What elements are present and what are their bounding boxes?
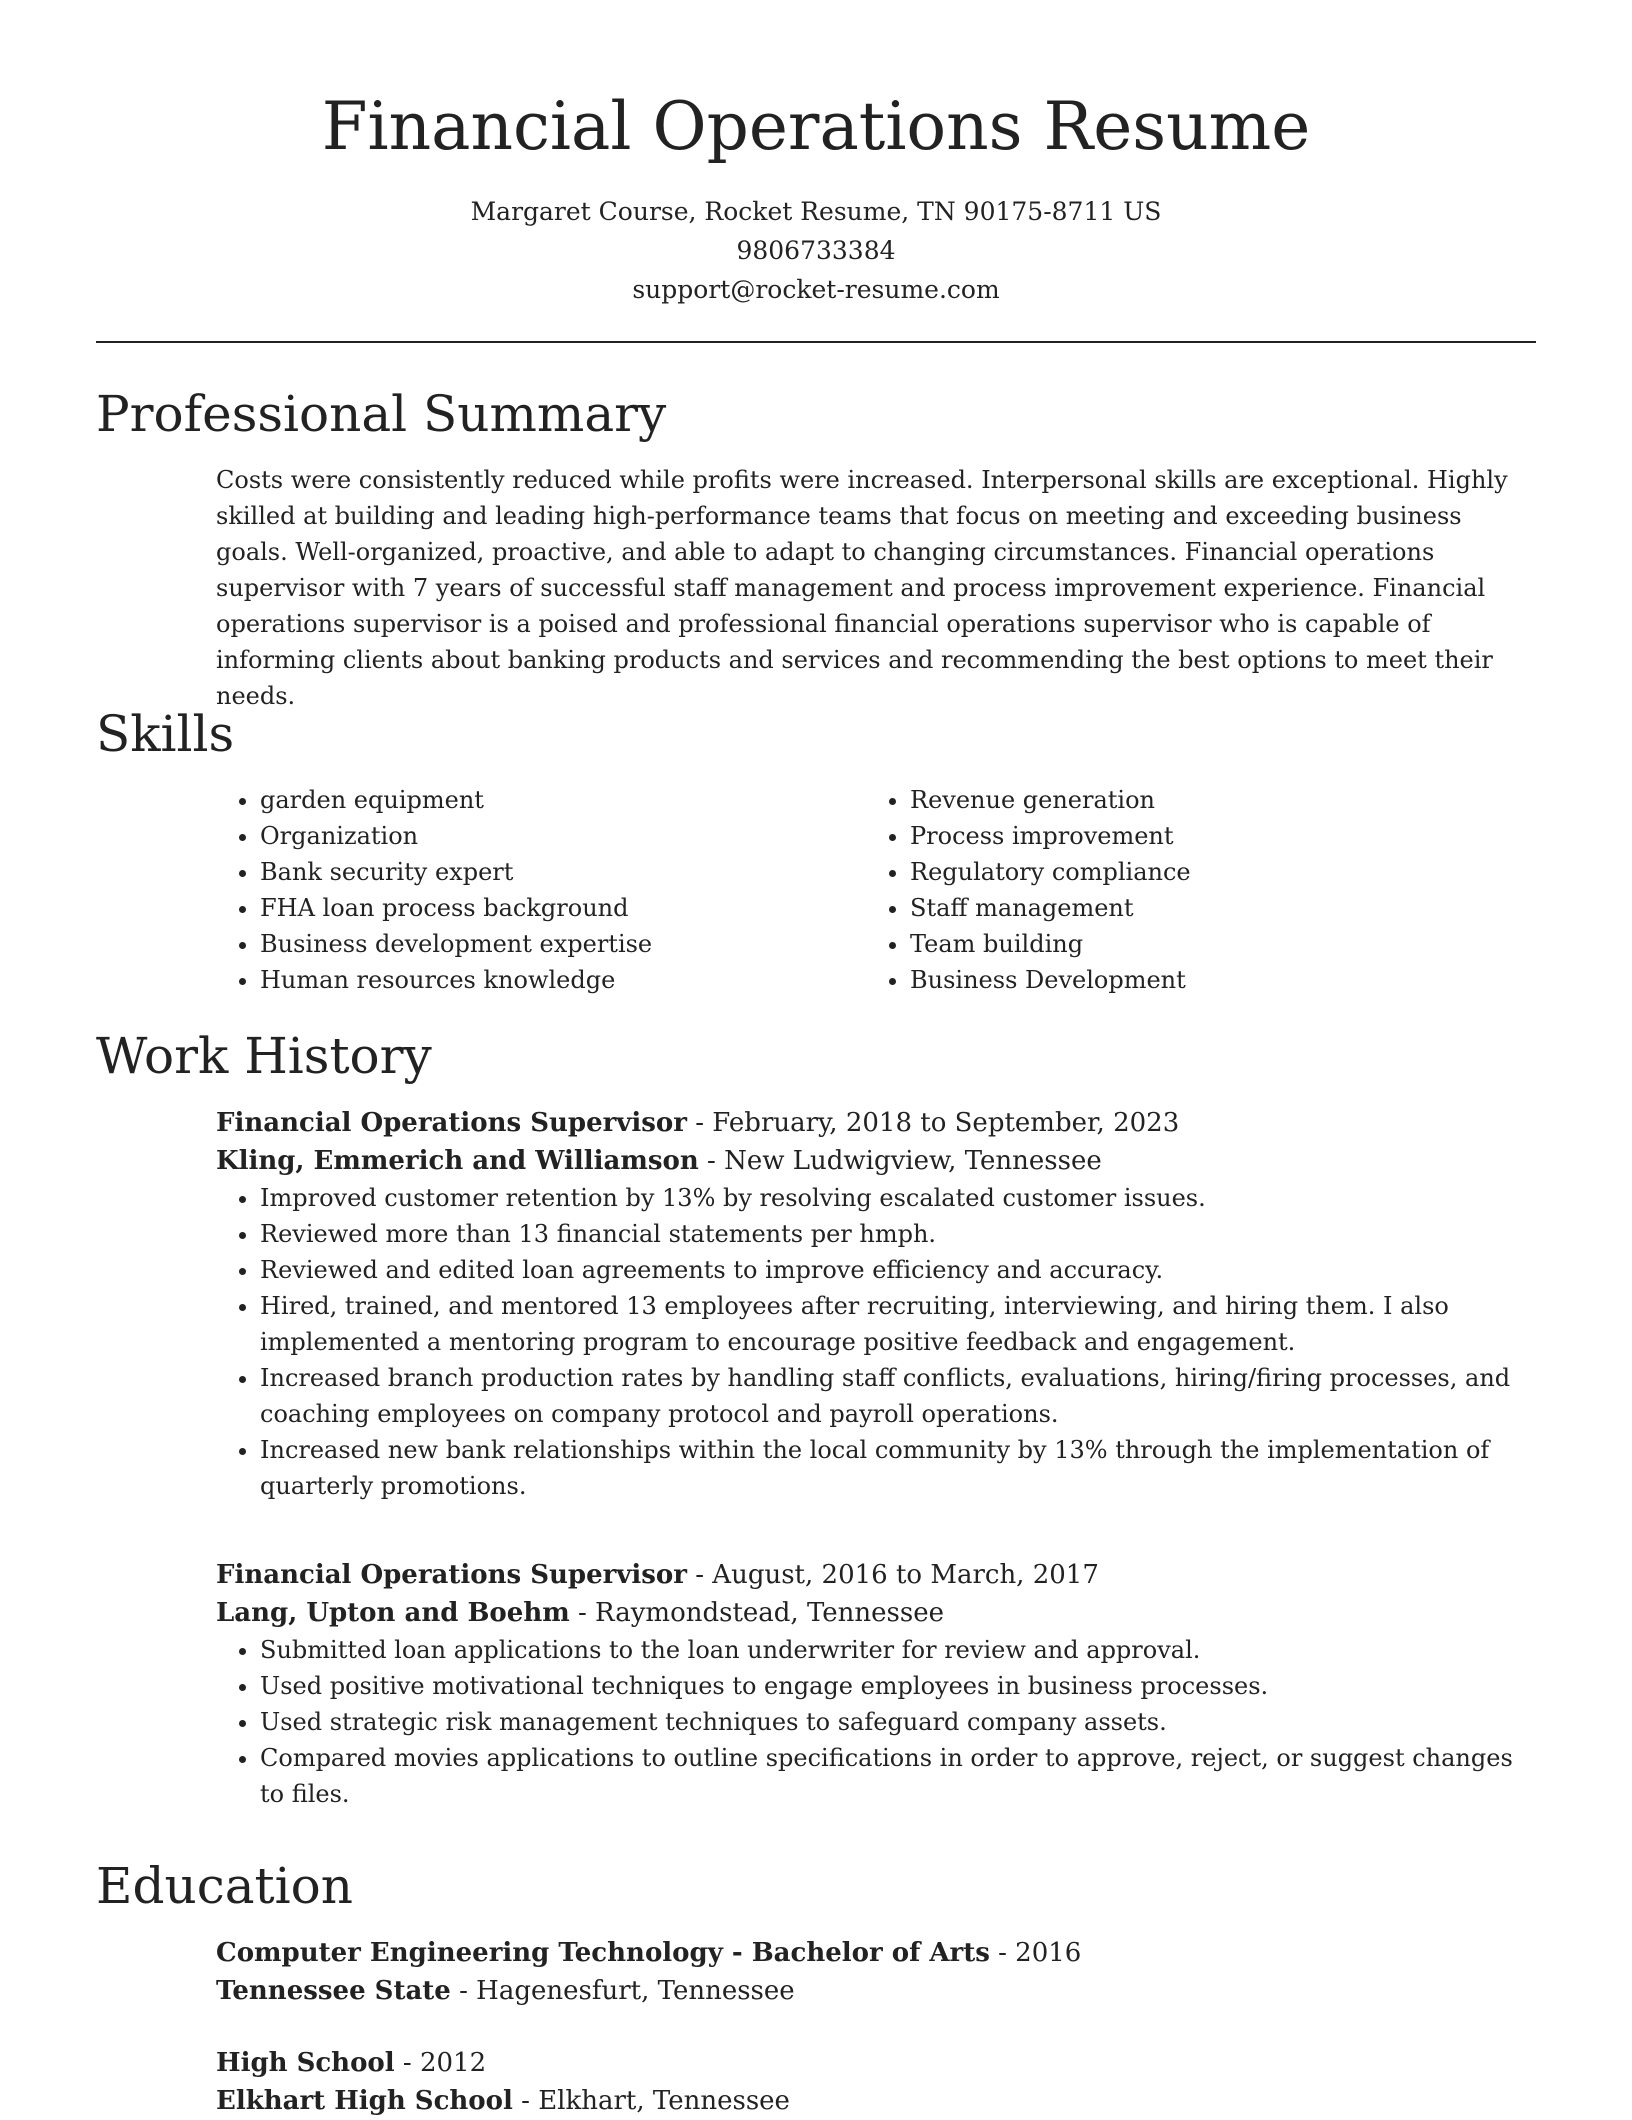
job-entry	[216, 1556, 1540, 1812]
skill-item: • Regulatory compliance	[910, 854, 1516, 890]
job-duty: • Used positive motivational techniques to engage employees in business processes.	[260, 1668, 1540, 1704]
education-school: Elkhart High School	[216, 2086, 513, 2116]
skills-right-column	[866, 782, 1516, 998]
education-year: - 2016	[989, 1938, 1082, 1968]
contact-address: Margaret Course, Rocket Resume, TN 90175-8711 US	[470, 197, 1162, 226]
job-title-line	[216, 1104, 1540, 1142]
education-school: Tennessee State	[216, 1976, 451, 2006]
skill-item: • Staff management	[910, 890, 1516, 926]
job-company-line	[216, 1142, 1540, 1180]
skill-item: • Process improvement	[910, 818, 1516, 854]
skills-section	[216, 782, 1540, 998]
job-title: Financial Operations Supervisor	[216, 1108, 687, 1138]
skills-left-column	[216, 782, 866, 998]
skill-item: • Team building	[910, 926, 1516, 962]
skill-item: • FHA loan process background	[260, 890, 866, 926]
education-school-line	[216, 2082, 1540, 2120]
header-divider	[96, 341, 1536, 343]
education-degree-line	[216, 2044, 1540, 2082]
skill-item: • Business development expertise	[260, 926, 866, 962]
job-dates: - February, 2018 to September, 2023	[686, 1108, 1180, 1138]
education-degree: Computer Engineering Technology - Bachelor of Arts	[216, 1938, 990, 1968]
education-school-line	[216, 1972, 1540, 2010]
skill-item: • Human resources knowledge	[260, 962, 866, 998]
skill-item: • Business Development	[910, 962, 1516, 998]
job-duties	[216, 1180, 1540, 1504]
job-location: - Raymondstead, Tennessee	[569, 1598, 945, 1628]
job-duty: • Used strategic risk management techniques to safeguard company assets.	[260, 1704, 1540, 1740]
education-year: - 2012	[394, 2048, 487, 2078]
job-duty: • Hired, trained, and mentored 13 employees after recruiting, interviewing, and hiring them. I also implemented a mentoring program to encourage positive feedback and engagement.	[260, 1288, 1540, 1360]
skill-item: • Revenue generation	[910, 782, 1516, 818]
summary-section	[216, 462, 1540, 714]
job-duty: • Compared movies applications to outline specifications in order to approve, reject, or suggest changes to files.	[260, 1740, 1540, 1812]
summary-heading: Professional Summary	[96, 385, 667, 443]
skill-item: • Bank security expert	[260, 854, 866, 890]
job-duty: • Increased branch production rates by handling staff conflicts, evaluations, hiring/firing processes, and coaching employees on company protocol and payroll operations.	[260, 1360, 1540, 1432]
skill-item: • Organization	[260, 818, 866, 854]
education-entry	[216, 2044, 1540, 2120]
education-location: - Hagenesfurt, Tennessee	[450, 1976, 795, 2006]
job-company-line	[216, 1594, 1540, 1632]
job-title: Financial Operations Supervisor	[216, 1560, 687, 1590]
job-duties	[216, 1632, 1540, 1812]
contact-email: support@rocket-resume.com	[632, 275, 1000, 304]
job-title-line	[216, 1556, 1540, 1594]
skill-item: • garden equipment	[260, 782, 866, 818]
education-entry	[216, 1934, 1540, 2010]
contact-phone: 9806733384	[736, 236, 896, 265]
job-duty: • Reviewed and edited loan agreements to improve efficiency and accuracy.	[260, 1252, 1540, 1288]
education-degree: High School	[216, 2048, 395, 2078]
job-duty: • Reviewed more than 13 financial statements per hmph.	[260, 1216, 1540, 1252]
summary-text: Costs were consistently reduced while profits were increased. Interpersonal skills are exceptional. Highly skilled at building and leading high-performance teams that focus on meeting and exceeding business goals. Well-organized, proactive, and able to adapt to changing circumstances. Financial operations supervisor with 7 years of successful staff management and process improvement experience. Financial operations supervisor is a poised and professional financial operations supervisor who is capable of informing clients about banking products and services and recommending the best options to meet their needs.	[216, 466, 1508, 710]
job-duty: • Improved customer retention by 13% by resolving escalated customer issues.	[260, 1180, 1540, 1216]
skills-heading: Skills	[96, 705, 235, 763]
job-duty: • Submitted loan applications to the loan underwriter for review and approval.	[260, 1632, 1540, 1668]
resume-title: Financial Operations Resume	[321, 88, 1311, 165]
education-heading: Education	[96, 1857, 353, 1915]
job-duty: • Increased new bank relationships within the local community by 13% through the implementation of quarterly promotions.	[260, 1432, 1540, 1504]
job-dates: - August, 2016 to March, 2017	[686, 1560, 1099, 1590]
contact-block	[0, 192, 1632, 309]
work-history-heading: Work History	[96, 1027, 432, 1085]
education-degree-line	[216, 1934, 1540, 1972]
job-company: Kling, Emmerich and Williamson	[216, 1146, 699, 1176]
education-location: - Elkhart, Tennessee	[512, 2086, 790, 2116]
job-company: Lang, Upton and Boehm	[216, 1598, 570, 1628]
job-entry	[216, 1104, 1540, 1504]
job-location: - New Ludwigview, Tennessee	[698, 1146, 1102, 1176]
